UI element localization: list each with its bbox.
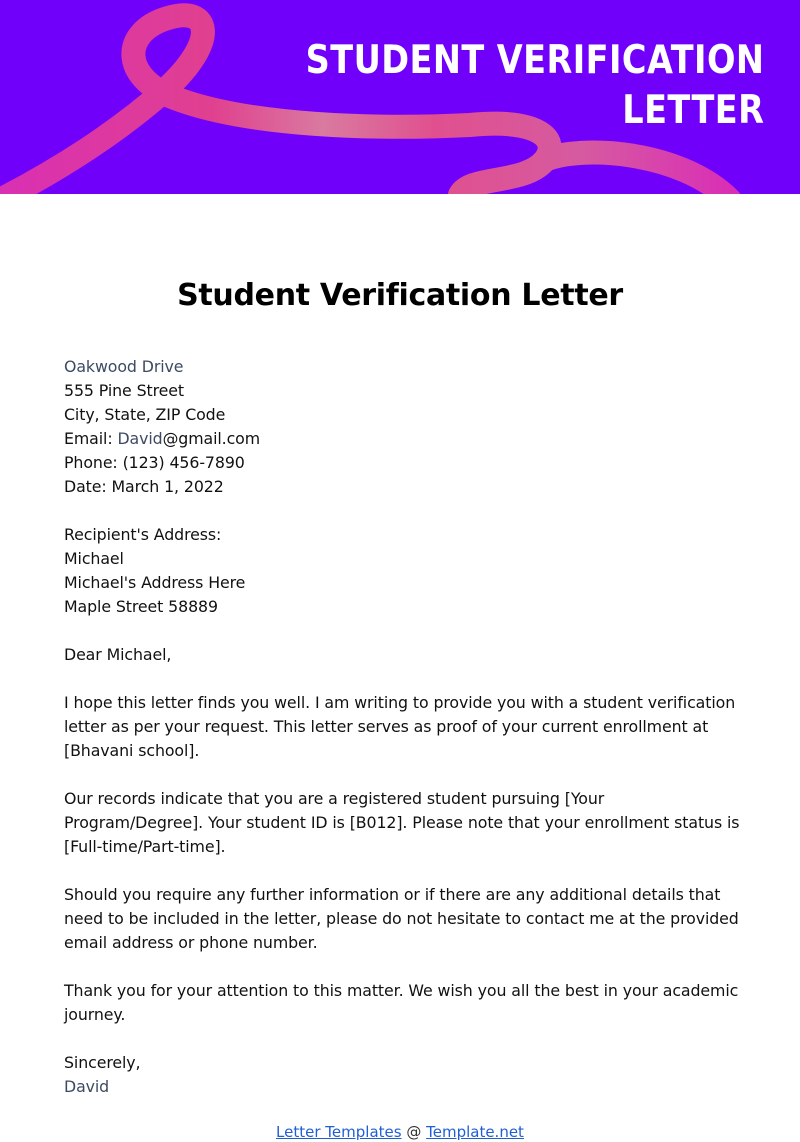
footer-separator: @	[401, 1123, 427, 1141]
email-user: David	[117, 429, 163, 448]
recipient-street: Maple Street 58889	[64, 597, 218, 616]
sender-city-state-zip: City, State, ZIP Code	[64, 405, 226, 424]
letter-body	[64, 355, 744, 1123]
banner-title	[305, 36, 764, 136]
body-paragraph: Thank you for your attention to this matter. We wish you all the best in your academic journey.	[64, 981, 739, 1024]
salutation: Dear Michael,	[64, 645, 172, 664]
sender-block	[64, 355, 744, 499]
body-paragraph: Should you require any further information or if there are any additional details that need to be included in the letter, please do not hesitate to contact me at the provided email address or phone number.	[64, 885, 739, 952]
sender-line1: Oakwood Drive	[64, 357, 184, 376]
sender-date: Date: March 1, 2022	[64, 477, 224, 496]
document-title: Student Verification Letter	[177, 278, 623, 313]
recipient-block	[64, 523, 744, 619]
recipient-address: Michael's Address Here	[64, 573, 246, 592]
sender-street: 555 Pine Street	[64, 381, 184, 400]
closing-block	[64, 1051, 744, 1099]
email-label: Email:	[64, 429, 118, 448]
email-domain: @gmail.com	[162, 429, 261, 448]
banner-title-line1: STUDENT VERIFICATION	[305, 38, 764, 83]
sender-phone: Phone: (123) 456-7890	[64, 453, 245, 472]
signature: David	[64, 1077, 110, 1096]
footer	[0, 1122, 800, 1142]
recipient-label: Recipient's Address:	[64, 525, 222, 544]
banner-title-line2: LETTER	[621, 88, 764, 133]
valediction: Sincerely,	[64, 1053, 141, 1072]
sender-email	[64, 427, 744, 451]
header-banner	[0, 0, 800, 194]
footer-link-letter-templates[interactable]: Letter Templates	[276, 1123, 402, 1141]
footer-link-template-net[interactable]: Template.net	[426, 1123, 524, 1141]
body-paragraph: I hope this letter finds you well. I am writing to provide you with a student verification letter as per your request. This letter serves as proof of your current enrollment at [Bhavani school].	[64, 693, 736, 760]
body-paragraph: Our records indicate that you are a registered student pursuing [Your Program/Degree]. Your student ID is [B012]. Please note that your enrollment status is [Full-time/Part-time].	[64, 789, 740, 856]
recipient-name: Michael	[64, 549, 124, 568]
